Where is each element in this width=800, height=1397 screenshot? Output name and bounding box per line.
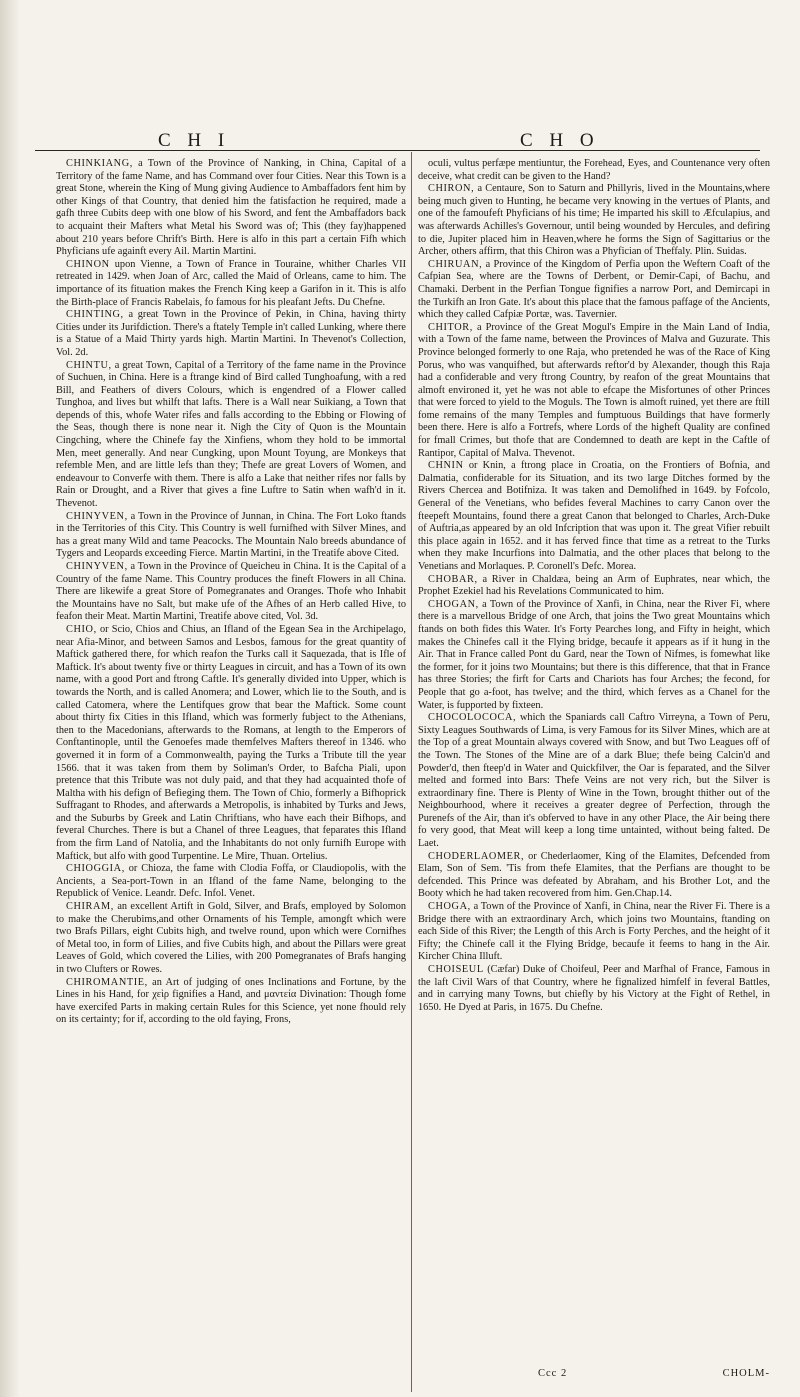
entry-body: a Town in the Province of Junnan, in China. The Fort Loko ftands in the Territories of this City. This Country is well furnifhed with Silver Mines, and has a great many Wild and tame Peacocks. The Mountain Nalo breeds abundance of Tygers and Leopards exceeding Fierce. Martin Martini, in the Treatife above Cited. xyxy=(56,510,406,560)
entry-headword: CHOGA, xyxy=(428,901,471,913)
entry-headword: CHOGAN, xyxy=(428,598,479,610)
dictionary-entry xyxy=(56,901,406,977)
entry-headword: CHOISEUL xyxy=(428,964,484,975)
header-rule xyxy=(35,150,760,151)
signature-mark: Ccc 2 xyxy=(538,1368,568,1379)
dictionary-entry xyxy=(418,851,770,901)
entry-body: a River in Chaldæa, being an Arm of Euphrates, near which, the Prophet Ezekiel had his Revelations Communicated to him. xyxy=(418,573,770,598)
running-header xyxy=(40,130,760,156)
entry-headword: CHINON xyxy=(66,258,110,270)
entry-headword: CHOBAR, xyxy=(428,573,478,585)
dictionary-entry xyxy=(56,977,406,1027)
dictionary-entry xyxy=(56,360,406,511)
entry-headword: CHIROMANTIE, xyxy=(66,976,148,988)
left-column xyxy=(56,158,406,1358)
entry-body: a Town in the Province of Queicheu in China. It is the Capital of a Country of the fame Name. This Country produces the fineft Flowers in all China. There are likewife a great Store of Pomegranates and Oranges. Thofe who Inhabit the Mountains have no Salt, but make ufe of the Afhes of an Herb called Hive, to feafon their Meat. Martin Martini, Treatife above cited, Vol. 3d. xyxy=(56,561,406,623)
entry-headword: CHINTU, xyxy=(66,359,112,371)
entry-body: a Town of the Province of Xanfi, in China, near the River Fi, where there is a marvellous Bridge of one Arch, that joins the Two great Mountains which ftands on both fides this Water. It's Forty Pearches long, and Fifty in height, which makes the Chinefes call it the Flying bridge, becaufe it appears as if it hung in the Air. That in France called Pont du Gard, near the Town of Nifmes, is fomewhat like the former, for it joins two Mountains; but there is this difference, that that in France has three Stories; the firft for Carts and Chariots has four Arches; the fecond, for People that go a-foot, has twelve; and the third, which ferves as a Chanel for the Water, is fupported by fixteen. xyxy=(418,598,770,711)
dictionary-entry xyxy=(56,511,406,561)
entry-body: a great Town in the Province of Pekin, in China, having thirty Cities under its Jurifdiction. There's a ftately Temple in't called Lunking, where there is a Statue of a Maid Thirty yards high. Martin Martini. In Thevenot's Collection, Vol. 2d. xyxy=(56,309,406,358)
dictionary-entry xyxy=(418,183,770,259)
entry-headword: CHINTING, xyxy=(66,309,124,321)
dictionary-entry xyxy=(56,561,406,624)
entry-body: (Cæfar) Duke of Choifeul, Peer and Marfhal of France, Famous in the laft Civil Wars of that Country, where he fignalized himfelf in feveral Battles, and in carrying many Towns, but chiefly by his Victory at the Fight of Rethel, in 1650. He Dyed at Paris, in 1675. Du Chefne. xyxy=(418,964,770,1013)
dictionary-entry xyxy=(56,863,406,901)
entry-headword: CHINYVEN, xyxy=(66,561,128,572)
dictionary-entry xyxy=(418,259,770,322)
entry-body: or Scio, Chios and Chius, an Ifland of the Egean Sea in the Archipelago, near Afia-Minor, and between Samos and Lesbos, famous for the great quantity of Maftick gathered there, for which reafon the Turks call it Saquezada, that is Ifle of Maftick. It's about twenty five or thirty Leagues in circuit, and has a Town of its own name, with a good Port and ftrong Caftle. It's generally divided into Upper, which is towards the North, and is called Anomera; and Lower, which lie to the South, and is called Catomera, where the Lentifques grow that bear the Maftick. Some count about thirty fix Cities in this Ifland, which was formerly fubject to the Athenians, then to the Macedonians, afterwards to the Romans, at length to the Emperors of Conftantinople, until the Genoefes made themfelves Mafters thereof in 1346. who governed it in form of a Commonwealth, paying the Turks a Tribute till the year 1566. that it was taken from them by Soliman's Order, to Bafcha Piali, upon pretence that this Tribute was not duly paid, and that they had acquainted thofe of Maltha with his defign of Befieging them. The Town of Chio, formerly a Bifhoprick Suffragant to Rhodes, and afterwards a Metropolis, is inhabited by Turks and Jews, and the Suburbs by Greek and Latin Chriftians, who have each their Bifhops, and feveral Churches. There is but a Chanel of three Leagues, that feparates this Ifland from the firm Land of Natolia, and the Inhabitants do not only furnifh Europe with Maftick, but alfo with good Turpentine. Le Mire, Thuan. Ortelius. xyxy=(56,623,406,862)
dictionary-entry xyxy=(56,259,406,309)
dictionary-entry xyxy=(418,901,770,964)
entry-headword: CHIO, xyxy=(66,623,97,635)
entry-body: a Centaure, Son to Saturn and Phillyris, lived in the Mountains,where being much given to Hunting, he became very knowing in the vertues of Plants, and one of the famoufeft Phyficians of his time; He imparted his skill to Æfculapius, and was afterwards Achilles's Governour, until being wounded by Hercules, and defiring to die, Jupiter placed him in Heaven,where he forms the Sign of Sagittarius or the Archer, others affirm, that this Chiron was a Phyfician of Theffaly. Plin. Suidas. xyxy=(418,183,770,258)
entry-headword: CHIRUAN, xyxy=(428,258,483,270)
dictionary-entry xyxy=(418,460,770,573)
column-divider xyxy=(411,152,412,1392)
entry-body: a Town of the Province of Nanking, in China, Capital of a Territory of the fame Name, and has Command over four Cities. Near this Town is a great Stone, wherein the King of Mung giving Audience to Ambaffadors fent him by other Kings of that Country, that denied him the fatisfaction he required, made a gafh three Cubits deep with one blow of his Sword, and fent the Ambaffadors back to acquaint their Mafters what Metal his Sword was of; This (they fay)happened about 210 years before Chrift's Birth. Here is alfo in this part a certain Fifh which Phyficians ufe againft every Ail. Martin Martini. xyxy=(56,158,406,258)
dictionary-entry xyxy=(56,158,406,259)
dictionary-entry xyxy=(56,624,406,863)
entry-body: a Province of the Great Mogul's Empire in the Main Land of India, with a Town of the fame name, between the Provinces of Malva and Guzurate. This Province belonged formerly to one Raja, who pretended he was of the Race of King Porus, who was vanquifhed, but afterwards reftor'd by Alexander, though this Raja had a confiderable and very ftrong Country, by reafon of the great Mountains that almoft environed it, yet he was not able to efcape the Misfortunes of other Princes that were forced to yield to the Moguls. The Town is almoft ruined, yet there are ftill fome remains of the many Temples and fumptuous Buildings that have formerly been there. Here is alfo a Fortrefs, where Lords of the higheft Quality are confined for fmall Crimes, but thofe that are Condemned to death are kept in the Caftle of Rantipor, Capital of Malva. Thevenot. xyxy=(418,321,770,459)
entry-body: which the Spaniards call Caftro Virreyna, a Town of Peru, Sixty Leagues Southwards of Lima, is very Famous for its Silver Mines, which are at the Top of a great Mountain always covered with Snow, and but Two Leagues off of the Town. The Stones of the Mine are of a dark Blue; thefe being Calcin'd and Powder'd, then fteep'd in Water and Quickfilver, the Oar is feparated, and the Silver melted and formed into Bars: Thefe Veins are not very rich, but the Silver is extraordinary fine. There is Plenty of Wine in the Town, brought thither out of the Neighbourhood, where it receives a greater degree of Perfection, through the Purenefs of the Air, than it's obferved to have in any other Place, the Air being there fo very good, that Meat will keep a long time untainted, without being falted. De Laet. xyxy=(418,712,770,850)
entry-body: or Chioza, the fame with Clodia Foffa, or Claudiopolis, with the Ancients, a Sea-port-Town in an Ifland of the fame Name, belonging to the Republick of Venice. Leandr. Defc. Infol. Venet. xyxy=(56,863,406,900)
dictionary-entry xyxy=(418,599,770,712)
entry-body: or Knin, a ftrong place in Croatia, on the Frontiers of Bofnia, and Dalmatia, confiderable for its Situation, and its two large Ditches formed by the Rivers Chercea and Botifniza. It was taken and Demolifhed in 1649. by Fofcolo, General of the Venetians, who befides feveral Machines to carry Canon over the fteepeft Mountains, found there a great Canon that belonged to Charles, Arch-Duke of Auftria,as appeared by an old Infcription that was upon it. The great Vifier rebuilt this place again in 1652. and it has ferved fince that time as a retreat to the Turks when they make Incurfions into Dalmatia, and the other places that belong to the Venetians and Morlaques. P. Coronell's Defc. Morea. xyxy=(418,460,770,572)
dictionary-entry xyxy=(418,712,770,851)
entry-headword: CHINYVEN, xyxy=(66,510,128,522)
entry-headword: CHNIN xyxy=(428,460,464,472)
catchword: CHOLM- xyxy=(722,1368,770,1379)
entry-headword: CHIOGGIA, xyxy=(66,863,125,875)
right-column xyxy=(418,158,770,1358)
dictionary-entry xyxy=(418,158,770,183)
entry-body: upon Vienne, a Town of France in Touraine, whither Charles VII retreated in 1429. when Joan of Arc, called the Maid of Orleans, came to him. The importance of its fituation makes the French King keep a Garifon in it. This is alfo the Birth-place of Francis Rabelais, fo famous for his pleafant Jefts. Du Chefne. xyxy=(56,258,406,308)
dictionary-entry xyxy=(418,964,770,1014)
dictionary-entry xyxy=(56,309,406,359)
entry-headword: CHITOR, xyxy=(428,321,473,333)
entry-body: an excellent Artift in Gold, Silver, and Brafs, employed by Solomon to make the Cherubims,and other Ornaments of his Temple, amongft which were two Brafs Pillars, eight Cubits high, and twelve round, upon which were Cornifhes of Metal too, in form of Lilies, and five Cubits high, and about the Pillars were great Leaves of Gold, which covered the Lilies, with 200 Pomegranates of Brafs hanging in two Clufters or Rowes. xyxy=(56,901,406,975)
dictionary-entry xyxy=(418,574,770,599)
running-head-left: C H I xyxy=(158,130,231,151)
page-footer xyxy=(418,1368,770,1384)
entry-headword: CHIRON, xyxy=(428,183,475,195)
entry-body: an Art of judging of ones Inclinations and Fortune, by the Lines in his Hand, for χεὶρ fignifies a Hand, and μαντεία Divination: Though fome have exercifed Parts in making certain Rules for this Science, yet none fhould rely on its certainty; for if, according to the old faying, Frons, xyxy=(56,976,406,1026)
page-gutter-shadow xyxy=(0,0,20,1397)
running-head-right: C H O xyxy=(520,130,600,151)
entry-body: a Town of the Province of Xanfi, in China, near the River Fi. There is a Bridge there with an extraordinary Arch, which joins two Mountains, ftanding on each Side of this River; the Length of this Arch is Forty Perches, and the height of it Fifty; the Chinefe call it the Flying Bridge, becaufe it feems to hang in the Air. Kircher China Illuft. xyxy=(418,901,770,963)
entry-body: a Province of the Kingdom of Perfia upon the Weftern Coaft of the Cafpian Sea, where are the Towns of Derbent, or Demir-Capi, of Bachu, and Chamaki. Derbent in the Perfian Tongue fignifies a narrow Port, and Demircapi in the Turkifh an Iron Gate. It's about this place that the famous paffage of the Ancients, which they called Cafpiæ Portæ, was. Tavernier. xyxy=(418,258,770,321)
entry-body: or Chederlaomer, King of the Elamites, Defcended from Elam, Son of Sem. 'Tis from thefe Elamites, that the Perfians are thought to be defcended. This Prince was defeated by Abraham, and his Brother Lot, and the Booty which he had taken recovered from him. Gen.Chap.14. xyxy=(418,850,770,900)
entry-headword: CHOCOLOCOCA, xyxy=(428,712,517,724)
entry-headword: CHINKIANG, xyxy=(66,158,133,169)
entry-headword: CHODERLAOMER, xyxy=(428,850,525,862)
entry-headword: CHIRAM, xyxy=(66,901,114,913)
dictionary-entry xyxy=(418,322,770,461)
entry-body: a great Town, Capital of a Territory of the fame name in the Province of Suchuen, in China. Here is a ftrange kind of Bird called Tunghoafung, with a red Bill, and Feathers of divers Colours, which is engendred of a Flower called Tunghoa, and lives but whilft that lafts. There is a Wall near Suikiang, a Town that depends of this, whofe Water rifes and falls according to the Ebbing or Flowing of the Seas, though there is none near it. Nigh the City of Quon is the Mountain Cingching, where the Chinefe fay the Xinfiens, whom they hold to be immortal Men, meet generally. And near Cungking, upon Mount Toyung, are Monkeys that refemble Men, and are little lefs than they; Thefe are great Lovers of Women, and endeavour to Converfe with them. There is alfo a Lake that neither rifes nor falls by Rain or Drought, and a River that gives a fine Luftre to Satin when wafh'd in it. Thevenot. xyxy=(56,359,406,510)
entry-body: oculi, vultus perfæpe mentiuntur, the Forehead, Eyes, and Countenance very often deceive, what credit can be given to the Hand? xyxy=(418,158,770,182)
